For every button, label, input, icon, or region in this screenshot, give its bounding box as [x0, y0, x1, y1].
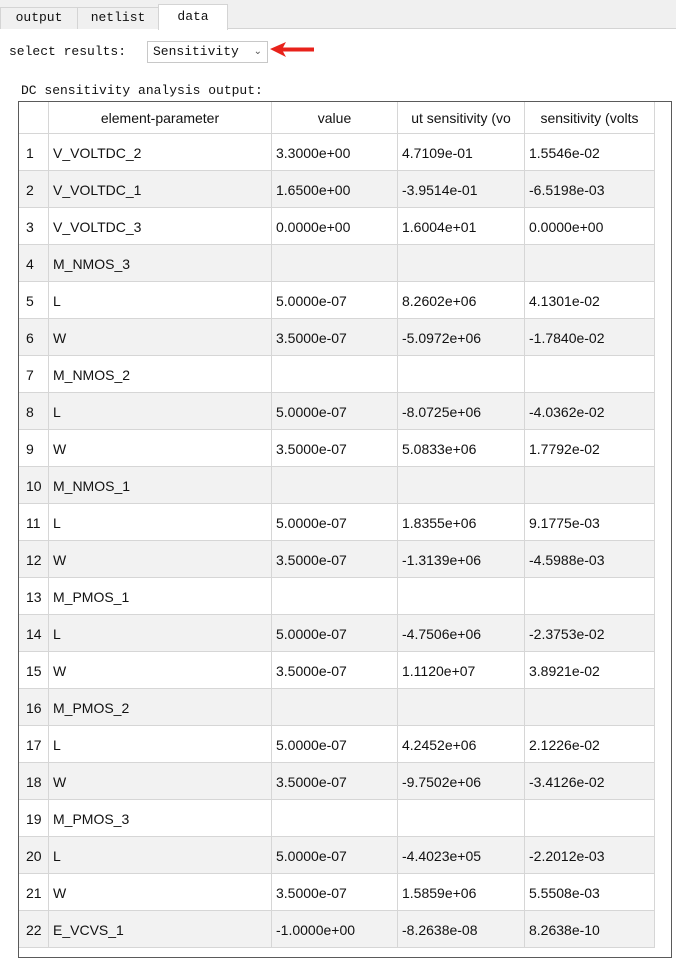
header-element-parameter[interactable]: element-parameter: [49, 102, 272, 134]
row-index: 15: [19, 652, 49, 689]
table-row[interactable]: [19, 874, 672, 911]
tab-data[interactable]: data: [158, 4, 228, 30]
header-normalized-sensitivity[interactable]: sensitivity (volts: [525, 102, 655, 134]
value-cell: 5.0000e-07: [272, 393, 398, 430]
sensitivity-cell: -4.4023e+05: [398, 837, 525, 874]
row-index: 1: [19, 134, 49, 171]
value-cell: -1.0000e+00: [272, 911, 398, 948]
red-arrow-icon: [268, 41, 316, 59]
element-parameter-cell: M_PMOS_2: [49, 689, 272, 726]
header-value[interactable]: value: [272, 102, 398, 134]
table-row[interactable]: [19, 430, 672, 467]
normalized-sensitivity-cell: -3.4126e-02: [525, 763, 655, 800]
value-cell: 5.0000e-07: [272, 726, 398, 763]
value-cell: 3.5000e-07: [272, 763, 398, 800]
table-row[interactable]: [19, 911, 672, 948]
normalized-sensitivity-cell: -2.3753e-02: [525, 615, 655, 652]
row-index: 14: [19, 615, 49, 652]
row-index: 9: [19, 430, 49, 467]
element-parameter-cell: M_NMOS_3: [49, 245, 272, 282]
row-index: 4: [19, 245, 49, 282]
normalized-sensitivity-cell: [525, 800, 655, 837]
element-parameter-cell: M_NMOS_2: [49, 356, 272, 393]
row-index: 6: [19, 319, 49, 356]
element-parameter-cell: L: [49, 726, 272, 763]
tab-netlist[interactable]: netlist: [77, 7, 159, 29]
element-parameter-cell: V_VOLTDC_2: [49, 134, 272, 171]
table-row[interactable]: [19, 689, 672, 726]
sensitivity-cell: [398, 356, 525, 393]
element-parameter-cell: E_VCVS_1: [49, 911, 272, 948]
table-row[interactable]: [19, 282, 672, 319]
element-parameter-cell: W: [49, 430, 272, 467]
row-index: 16: [19, 689, 49, 726]
row-index: 10: [19, 467, 49, 504]
row-index: 2: [19, 171, 49, 208]
value-cell: 3.5000e-07: [272, 652, 398, 689]
normalized-sensitivity-cell: 4.1301e-02: [525, 282, 655, 319]
table-row[interactable]: [19, 541, 672, 578]
row-index: 11: [19, 504, 49, 541]
row-index: 13: [19, 578, 49, 615]
results-select[interactable]: [147, 41, 268, 63]
normalized-sensitivity-cell: 1.5546e-02: [525, 134, 655, 171]
value-cell: 0.0000e+00: [272, 208, 398, 245]
sensitivity-cell: 8.2602e+06: [398, 282, 525, 319]
sensitivity-cell: -8.0725e+06: [398, 393, 525, 430]
table-row[interactable]: [19, 393, 672, 430]
row-index: 8: [19, 393, 49, 430]
row-index: 12: [19, 541, 49, 578]
sensitivity-table: [18, 101, 672, 958]
element-parameter-cell: M_PMOS_3: [49, 800, 272, 837]
element-parameter-cell: M_PMOS_1: [49, 578, 272, 615]
normalized-sensitivity-cell: 8.2638e-10: [525, 911, 655, 948]
sensitivity-cell: -8.2638e-08: [398, 911, 525, 948]
sensitivity-cell: [398, 467, 525, 504]
sensitivity-cell: [398, 578, 525, 615]
sensitivity-cell: -9.7502e+06: [398, 763, 525, 800]
value-cell: [272, 800, 398, 837]
row-index: 18: [19, 763, 49, 800]
table-row[interactable]: [19, 171, 672, 208]
element-parameter-cell: V_VOLTDC_3: [49, 208, 272, 245]
table-row[interactable]: [19, 467, 672, 504]
sensitivity-cell: [398, 800, 525, 837]
tab-bar: [0, 0, 676, 29]
value-cell: 3.5000e-07: [272, 430, 398, 467]
sensitivity-cell: -3.9514e-01: [398, 171, 525, 208]
table-row[interactable]: [19, 615, 672, 652]
sensitivity-cell: 5.0833e+06: [398, 430, 525, 467]
row-index: 21: [19, 874, 49, 911]
value-cell: [272, 689, 398, 726]
normalized-sensitivity-cell: [525, 245, 655, 282]
table-row[interactable]: [19, 800, 672, 837]
value-cell: [272, 467, 398, 504]
sensitivity-cell: 1.8355e+06: [398, 504, 525, 541]
row-index: 17: [19, 726, 49, 763]
normalized-sensitivity-cell: -4.5988e-03: [525, 541, 655, 578]
element-parameter-cell: L: [49, 282, 272, 319]
sensitivity-cell: [398, 689, 525, 726]
value-cell: 3.5000e-07: [272, 319, 398, 356]
sensitivity-cell: 4.2452e+06: [398, 726, 525, 763]
select-results-label: select results:: [9, 44, 127, 59]
header-index[interactable]: [19, 102, 49, 134]
element-parameter-cell: W: [49, 319, 272, 356]
element-parameter-cell: W: [49, 541, 272, 578]
table-row[interactable]: [19, 245, 672, 282]
row-index: 3: [19, 208, 49, 245]
sensitivity-cell: 1.1120e+07: [398, 652, 525, 689]
normalized-sensitivity-cell: 5.5508e-03: [525, 874, 655, 911]
normalized-sensitivity-cell: [525, 467, 655, 504]
tab-output[interactable]: output: [0, 7, 78, 29]
table-header: [19, 102, 672, 134]
row-index: 22: [19, 911, 49, 948]
normalized-sensitivity-cell: [525, 689, 655, 726]
normalized-sensitivity-cell: -2.2012e-03: [525, 837, 655, 874]
sensitivity-cell: 1.6004e+01: [398, 208, 525, 245]
table-row[interactable]: [19, 652, 672, 689]
row-index: 5: [19, 282, 49, 319]
value-cell: [272, 356, 398, 393]
value-cell: 3.3000e+00: [272, 134, 398, 171]
table-row[interactable]: [19, 578, 672, 615]
element-parameter-cell: V_VOLTDC_1: [49, 171, 272, 208]
red-arrow-shape: [270, 42, 314, 57]
sensitivity-cell: -1.3139e+06: [398, 541, 525, 578]
table-row[interactable]: [19, 763, 672, 800]
table-row[interactable]: [19, 319, 672, 356]
table-row[interactable]: [19, 356, 672, 393]
value-cell: 1.6500e+00: [272, 171, 398, 208]
table-row[interactable]: [19, 726, 672, 763]
normalized-sensitivity-cell: 1.7792e-02: [525, 430, 655, 467]
sensitivity-cell: 1.5859e+06: [398, 874, 525, 911]
row-index: 7: [19, 356, 49, 393]
table-row[interactable]: [19, 134, 672, 171]
element-parameter-cell: W: [49, 874, 272, 911]
normalized-sensitivity-cell: [525, 578, 655, 615]
value-cell: 5.0000e-07: [272, 837, 398, 874]
normalized-sensitivity-cell: -1.7840e-02: [525, 319, 655, 356]
sensitivity-cell: -4.7506e+06: [398, 615, 525, 652]
chevron-down-icon: ⌄: [253, 46, 262, 57]
value-cell: 3.5000e-07: [272, 874, 398, 911]
table-row[interactable]: [19, 504, 672, 541]
normalized-sensitivity-cell: [525, 356, 655, 393]
element-parameter-cell: L: [49, 504, 272, 541]
element-parameter-cell: L: [49, 393, 272, 430]
scrollbar-track[interactable]: [655, 102, 672, 958]
row-index: 20: [19, 837, 49, 874]
section-title: DC sensitivity analysis output:: [21, 83, 263, 98]
row-index: 19: [19, 800, 49, 837]
value-cell: 5.0000e-07: [272, 504, 398, 541]
element-parameter-cell: W: [49, 652, 272, 689]
element-parameter-cell: M_NMOS_1: [49, 467, 272, 504]
table-row[interactable]: [19, 208, 672, 245]
normalized-sensitivity-cell: -6.5198e-03: [525, 171, 655, 208]
header-output-sensitivity[interactable]: ut sensitivity (vo: [398, 102, 525, 134]
value-cell: 5.0000e-07: [272, 282, 398, 319]
element-parameter-cell: L: [49, 615, 272, 652]
table-row[interactable]: [19, 837, 672, 874]
element-parameter-cell: L: [49, 837, 272, 874]
normalized-sensitivity-cell: -4.0362e-02: [525, 393, 655, 430]
element-parameter-cell: W: [49, 763, 272, 800]
value-cell: [272, 578, 398, 615]
normalized-sensitivity-cell: 3.8921e-02: [525, 652, 655, 689]
value-cell: 3.5000e-07: [272, 541, 398, 578]
sensitivity-cell: [398, 245, 525, 282]
value-cell: 5.0000e-07: [272, 615, 398, 652]
normalized-sensitivity-cell: 2.1226e-02: [525, 726, 655, 763]
normalized-sensitivity-cell: 9.1775e-03: [525, 504, 655, 541]
sensitivity-cell: -5.0972e+06: [398, 319, 525, 356]
normalized-sensitivity-cell: 0.0000e+00: [525, 208, 655, 245]
sensitivity-cell: 4.7109e-01: [398, 134, 525, 171]
results-select-value: Sensitivity: [153, 44, 239, 59]
value-cell: [272, 245, 398, 282]
